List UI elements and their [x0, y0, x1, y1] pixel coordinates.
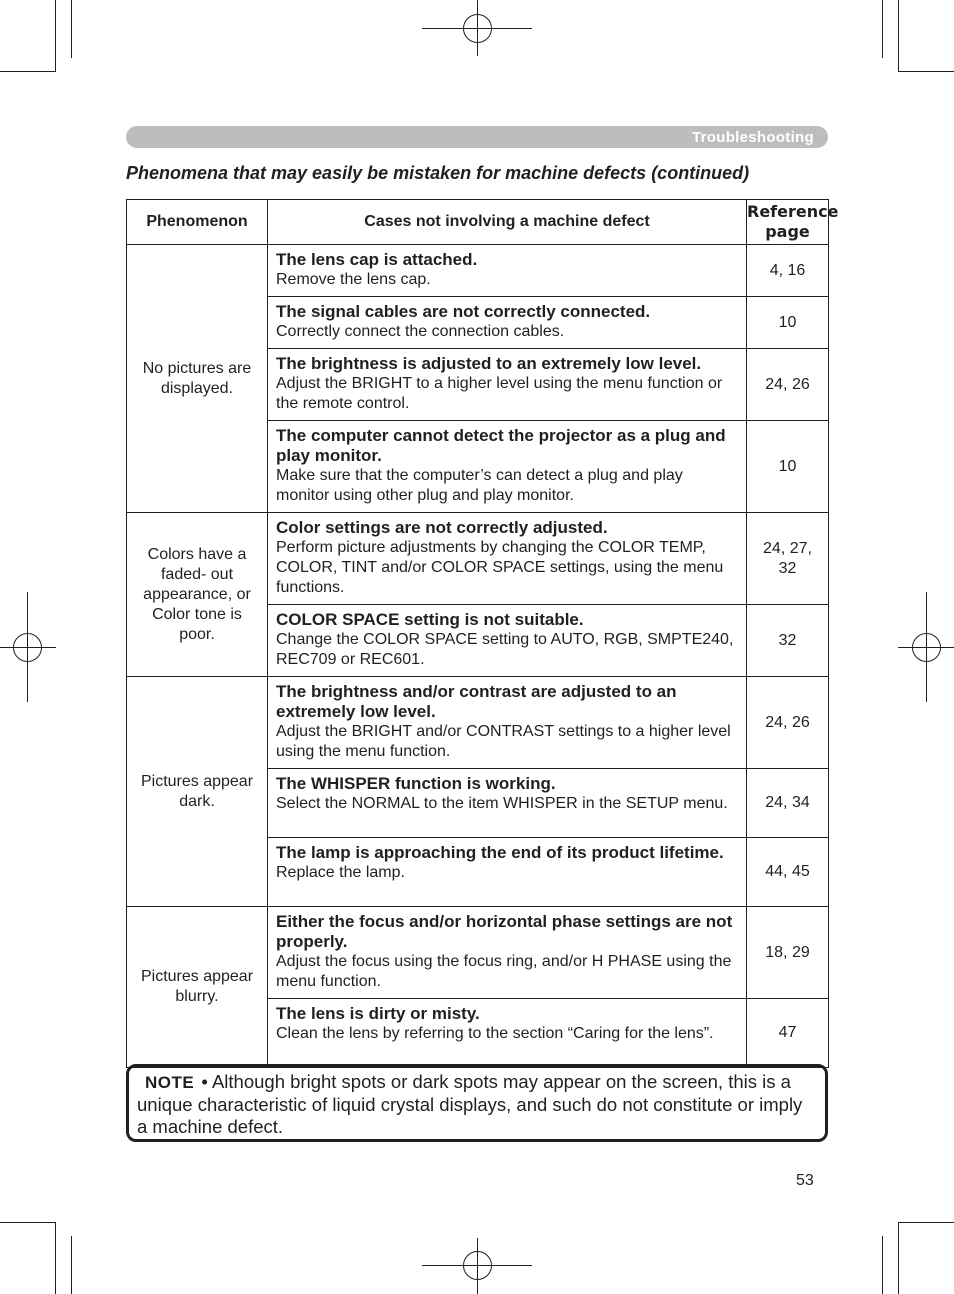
note-label: NOTE [145, 1073, 195, 1092]
case-description: Make sure that the computer’s can detect a plug and play monitor using other plug and play monitor. [276, 467, 683, 504]
case-cell [268, 677, 747, 769]
case-cell [268, 421, 747, 513]
case-title: The WHISPER function is working. [276, 774, 556, 793]
case-cell [268, 245, 747, 297]
phenomenon-cell: Pictures appear blurry. [127, 907, 268, 1068]
table-row [127, 907, 829, 999]
table-row [127, 677, 829, 769]
phenomenon-cell: Pictures appear dark. [127, 677, 268, 907]
header-reference-page: Reference page [747, 200, 829, 245]
reference-cell: 24, 34 [747, 769, 829, 838]
case-cell [268, 297, 747, 349]
case-description: Select the NORMAL to the item WHISPER in the SETUP menu. [276, 795, 728, 812]
case-title: The brightness is adjusted to an extremely low level. [276, 354, 702, 373]
case-description: Remove the lens cap. [276, 271, 431, 288]
case-cell [268, 907, 747, 999]
case-description: Adjust the BRIGHT and/or CONTRAST settings to a higher level using the menu function. [276, 723, 731, 760]
case-description: Perform picture adjustments by changing the COLOR TEMP, COLOR, TINT and/or COLOR SPACE settings, using the menu functions. [276, 539, 724, 596]
reference-cell: 4, 16 [747, 245, 829, 297]
table-header-row [127, 200, 829, 245]
case-title: The computer cannot detect the projector as a plug and play monitor. [276, 426, 726, 465]
section-label: Troubleshooting [692, 129, 814, 146]
reference-cell: 10 [747, 421, 829, 513]
case-cell [268, 513, 747, 605]
case-title: COLOR SPACE setting is not suitable. [276, 610, 584, 629]
reference-cell: 10 [747, 297, 829, 349]
case-title: Either the focus and/or horizontal phase settings are not properly. [276, 912, 733, 951]
phenomenon-cell: Colors have a faded- out appearance, or Color tone is poor. [127, 513, 268, 677]
table-row [127, 245, 829, 297]
reference-cell: 24, 27, 32 [747, 513, 829, 605]
note-box [126, 1064, 828, 1142]
case-cell [268, 349, 747, 421]
case-title: The signal cables are not correctly connected. [276, 302, 651, 321]
header-cases: Cases not involving a machine defect [268, 200, 747, 245]
section-header-bar [126, 126, 828, 148]
troubleshooting-table [126, 199, 839, 1068]
case-title: Color settings are not correctly adjusted. [276, 518, 608, 537]
case-title: The brightness and/or contrast are adjusted to an extremely low level. [276, 682, 677, 721]
case-cell [268, 605, 747, 677]
case-title: The lens is dirty or misty. [276, 1004, 480, 1023]
case-description: Adjust the focus using the focus ring, and/or H PHASE using the menu function. [276, 953, 732, 990]
case-description: Clean the lens by referring to the section “Caring for the lens”. [276, 1025, 714, 1042]
case-description: Change the COLOR SPACE setting to AUTO, RGB, SMPTE240, REC709 or REC601. [276, 631, 734, 668]
reference-cell: 24, 26 [747, 349, 829, 421]
case-description: Adjust the BRIGHT to a higher level using the menu function or the remote control. [276, 375, 723, 412]
case-cell [268, 838, 747, 907]
reference-cell: 18, 29 [747, 907, 829, 999]
note-text: • Although bright spots or dark spots may appear on the screen, this is a unique characteristic of liquid crystal displays, and such do not constitute or imply a machine defect. [137, 1071, 803, 1137]
case-cell [268, 999, 747, 1068]
case-description: Correctly connect the connection cables. [276, 323, 565, 340]
case-title: The lamp is approaching the end of its product lifetime. [276, 843, 724, 862]
reference-cell: 44, 45 [747, 838, 829, 907]
case-description: Replace the lamp. [276, 864, 405, 881]
reference-cell: 24, 26 [747, 677, 829, 769]
header-phenomenon: Phenomenon [127, 200, 268, 245]
reference-cell: 47 [747, 999, 829, 1068]
page-title: Phenomena that may easily be mistaken for machine defects (continued) [126, 163, 750, 183]
case-title: The lens cap is attached. [276, 250, 478, 269]
phenomenon-cell: No pictures are displayed. [127, 245, 268, 513]
reference-cell: 32 [747, 605, 829, 677]
case-cell [268, 769, 747, 838]
table-row [127, 513, 829, 605]
page-number: 53 [796, 1172, 814, 1189]
